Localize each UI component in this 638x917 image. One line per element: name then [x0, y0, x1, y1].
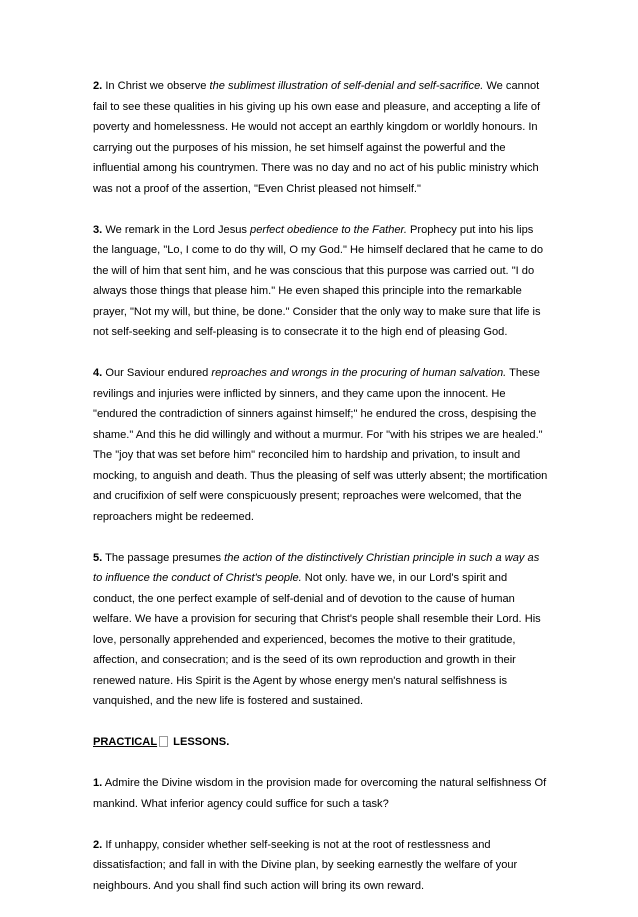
practical-lessons-heading [93, 732, 548, 753]
paragraph-number: 5. [93, 551, 103, 564]
paragraph-4 [93, 363, 548, 527]
paragraph-emphasis: the sublimest illustration of self-denial and self-sacrifice. [209, 80, 484, 92]
paragraph-text: In Christ we observe [102, 80, 210, 92]
paragraph-text: Our Saviour endured [102, 367, 212, 379]
lesson-number: 2. [93, 838, 103, 851]
paragraph-number: 3. [93, 223, 103, 236]
document-page [93, 76, 548, 917]
lesson-2 [93, 835, 548, 897]
paragraph-5 [93, 548, 548, 712]
lesson-number: 1. [93, 777, 103, 789]
heading-part-2: LESSONS. [170, 736, 230, 748]
paragraph-emphasis: perfect obedience to the Father. [250, 223, 407, 236]
paragraph-2 [93, 76, 548, 199]
paragraph-emphasis: the action of the distinctively Christian principle in such a way as to influence the conduct of Christ's people. [93, 551, 540, 584]
paragraph-text: We cannot fail to see these qualities in his giving up his own ease and pleasure, and accepting a life of poverty and homelessness. He would not accept an earthly kingdom or worldly honours. In carrying out the purposes of his mission, he set himself against the powerful and the influential among his countrymen. There was no day and no act of his public ministry which was not a proof of the assertion, "Even Christ pleased not himself." [93, 80, 541, 195]
paragraph-number: 2. [93, 80, 103, 92]
heading-part-1: PRACTICAL [93, 736, 158, 748]
lesson-text: Admire the Divine wisdom in the provision made for overcoming the natural selfishness Of mankind. What inferior agency could suffice for such a task? [93, 777, 547, 810]
missing-glyph-box-icon [159, 736, 168, 747]
paragraph-text: Not only. have we, in our Lord's spirit and conduct, the one perfect example of self-denial and of devotion to the cause of human welfare. We have a provision for securing that Christ's people shall resemble their Lord. His love, personally apprehended and experienced, becomes the motive to their gratitude, affection, and consecration; and is the seed of its own reproduction and growth in their renewed nature. His Spirit is the Agent by whose energy men's natural selfishness is vanquished, and the new life is fostered and sustained. [93, 572, 541, 707]
paragraph-text: These revilings and injuries were inflicted by sinners, and they came upon the innocent. He "endured the contradiction of sinners against himself;" he endured the cross, despising the shame." And this he did willingly and without a murmur. For "with his stripes we are healed." The "joy that was set before him" reconciled him to hardship and privation, to insult and mocking, to anguish and death. Thus the pleasing of self was utterly absent; the mortification and crucifixion of self were conspicuously present; reproaches were welcomed, that the reproachers might be redeemed. [93, 367, 548, 523]
paragraph-text: Prophecy put into his lips the language, "Lo, I come to do thy will, O my God." He himself declared that he came to do the will of him that sent him, and he was conscious that this purpose was carried out. "I do always those things that please him." He even shaped this principle into the remarkable prayer, "Not my will, but thine, be done." Consider that the only way to make sure that life is not self-seeking and self-pleasing is to consecrate it to the high end of pleasing God. [93, 223, 544, 338]
paragraph-emphasis: reproaches and wrongs in the procuring of human salvation. [211, 367, 507, 379]
lesson-text: If unhappy, consider whether self-seeking is not at the root of restlessness and dissatisfaction; and fall in with the Divine plan, by seeking earnestly the welfare of your neighbours. And you shall find such action will bring its own reward. [93, 838, 518, 892]
paragraph-number: 4. [93, 367, 103, 379]
lesson-1 [93, 773, 548, 814]
paragraph-3 [93, 220, 548, 343]
paragraph-text: We remark in the Lord Jesus [102, 223, 251, 236]
paragraph-text: The passage presumes [102, 551, 225, 564]
